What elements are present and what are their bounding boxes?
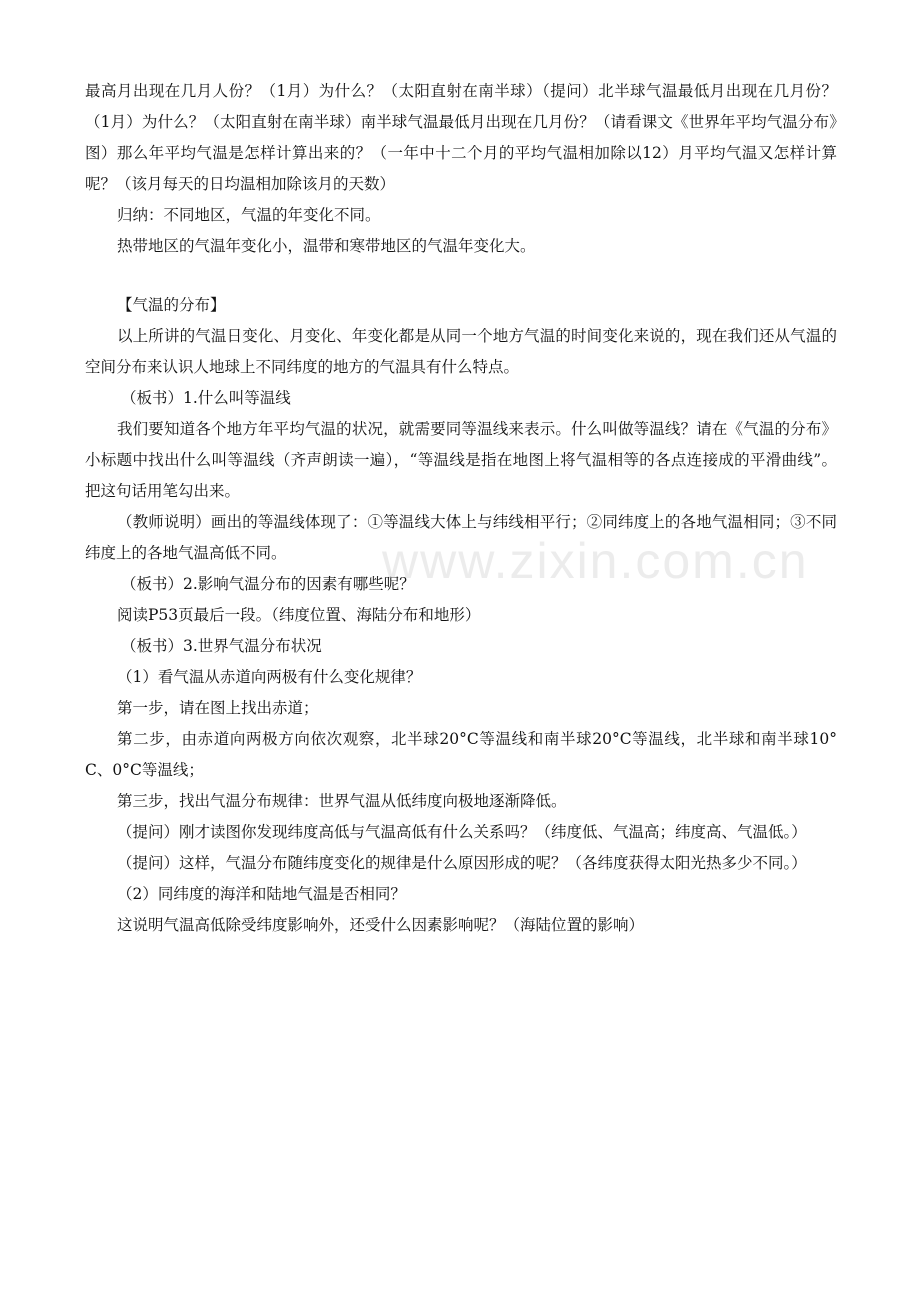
blackboard-item-factors: （板书）2.影响气温分布的因素有哪些呢？ (121, 575, 415, 593)
blackboard-item-isotherm: （板书）1.什么叫等温线 (121, 389, 291, 407)
paragraph-spatial-intro: 以上所讲的气温日变化、月变化、年变化都是从同一个地方气温的时间变化来说的，现在我们还从气温的空间分布来认识人地球上不同纬度的地方的气温具有什么特点。 (85, 327, 837, 376)
paragraph-monthly-temperature: 最高月出现在几月人份？（1月）为什么？（太阳直射在南半球）（提问）北半球气温最低月出现在几月份？（1月）为什么？（太阳直射在南半球）南半球气温最低月出现在几月份？（请看课文《世界年平均气温分布》图）那么年平均气温是怎样计算出来的？（一年中十二个月的平均气温相加除以12）月平均气温又怎样计算呢？（该月每天的日均温相加除该月的天数） (85, 82, 837, 193)
paragraph-spacer (85, 262, 837, 290)
paragraph-reading-assignment: 阅读P53页最后一段。（纬度位置、海陆分布和地形） (117, 606, 481, 624)
step-one: 第一步，请在图上找出赤道； (117, 699, 319, 717)
document-body (85, 76, 837, 941)
paragraph-teacher-explanation: （教师说明）画出的等温线体现了：①等温线大体上与纬线相平行；②同纬度上的各地气温相同；③不同纬度上的各地气温高低不同。 (85, 513, 837, 562)
question-equator-to-poles: （1）看气温从赤道向两极有什么变化规律？ (117, 668, 422, 686)
paragraph-annual-range: 热带地区的气温年变化小，温带和寒带地区的气温年变化大。 (117, 237, 536, 255)
question-cause: （提问）这样，气温分布随纬度变化的规律是什么原因形成的呢？（各纬度获得太阳光热多少不同。） (117, 854, 807, 872)
step-three: 第三步，找出气温分布规律：世界气温从低纬度向极地逐渐降低。 (117, 792, 567, 810)
watermark: www.zixin.com.cn (382, 533, 809, 589)
paragraph-isotherm-definition: 我们要知道各个地方年平均气温的状况，就需要同等温线来表示。什么叫做等温线？请在《气温的分布》小标题中找出什么叫等温线（齐声朗读一遍），“等温线是指在地图上将气温相等的各点连接成的平滑曲线”。把这句话用笔勾出来。 (85, 420, 837, 500)
blackboard-item-world-distribution: （板书）3.世界气温分布状况 (121, 637, 322, 655)
question-latitude-temperature: （提问）刚才读图你发现纬度高低与气温高低有什么关系吗？（纬度低、气温高；纬度高、气温低。） (117, 823, 807, 841)
question-sea-land: （2）同纬度的海洋和陆地气温是否相同？ (117, 885, 406, 903)
step-two: 第二步，由赤道向两极方向依次观察，北半球20°C等温线和南半球20°C等温线，北半球和南半球10°C、0°C等温线； (85, 730, 837, 779)
section-heading-distribution: 【气温的分布】 (117, 296, 226, 314)
paragraph-sea-land-influence: 这说明气温高低除受纬度影响外，还受什么因素影响呢？（海陆位置的影响） (117, 916, 645, 934)
paragraph-summary: 归纳：不同地区，气温的年变化不同。 (117, 206, 381, 224)
